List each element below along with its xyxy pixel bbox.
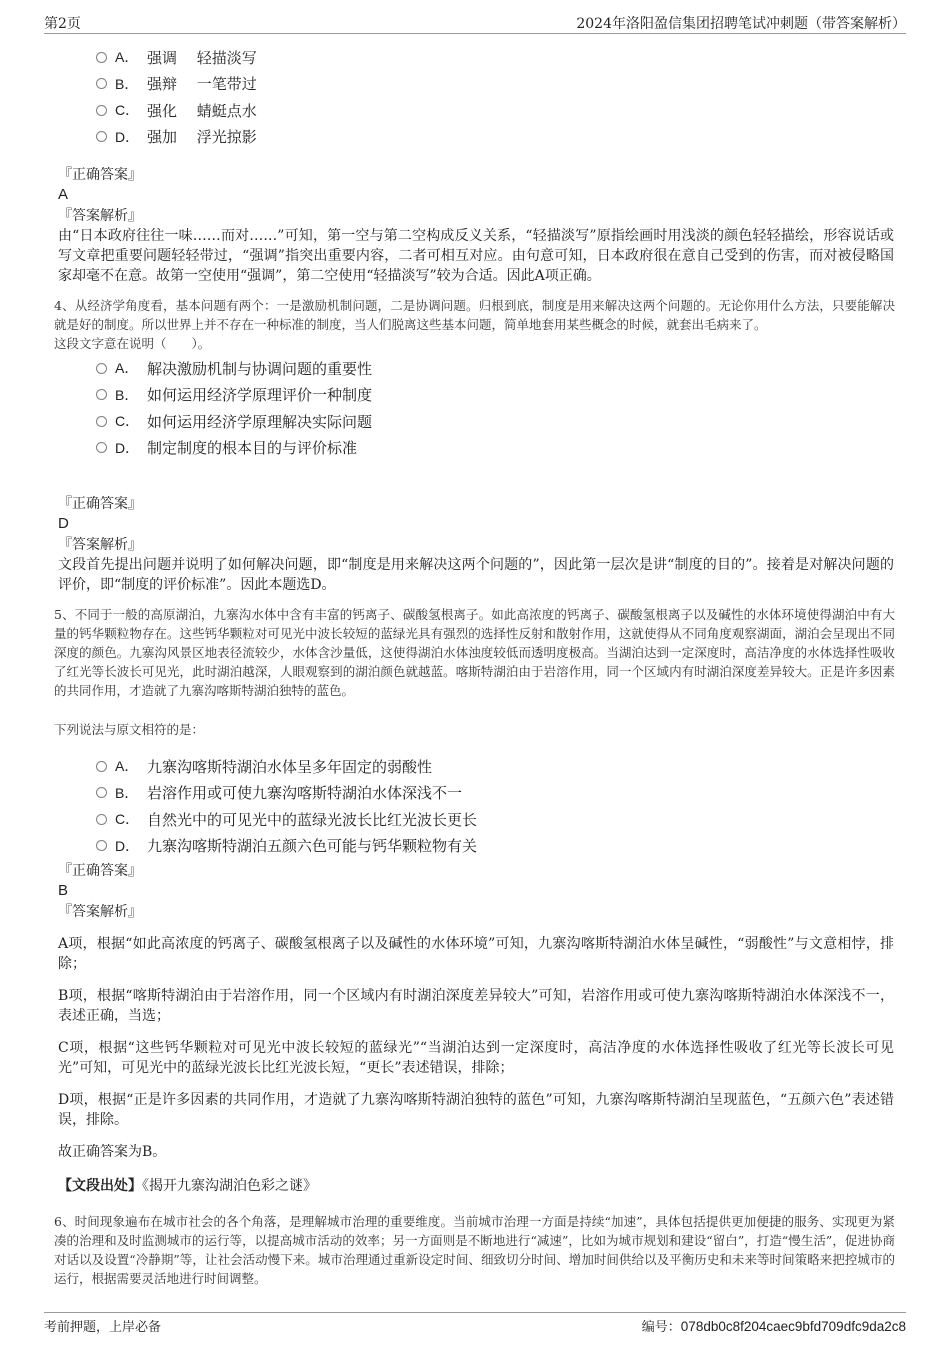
q4-prompt: 这段文字意在说明（ ）。: [54, 336, 211, 351]
radio-icon[interactable]: [96, 389, 107, 400]
q5-options: [96, 753, 477, 859]
answer-label: 『正确答案』: [58, 863, 142, 879]
q4-option-a[interactable]: A． 解决激励机制与协调问题的重要性: [96, 355, 372, 382]
analysis-label: 『答案解析』: [58, 208, 142, 224]
document-code: 编号：078db0c8f204caec9bfd709dfc9da2c8: [641, 1319, 906, 1335]
q5-prompt: 下列说法与原文相符的是：: [54, 722, 205, 737]
q6-stem: 6、时间现象遍布在城市社会的各个角落，是理解城市治理的重要维度。当前城市治理一方面是持续“加速”，具体包括提供更加便捷的服务、实现更为紧凑的治理和及时监测城市的运行等，以提高城市活动的效率；另一方面则是不断地进行“减速”，比如为城市规划和建设“留白”，打造“慢生活”，促进协商对话以及设置“冷静期”等，让社会活动慢下来。城市治理通过重新设定时间、细致切分时间、增加时间供给以及平衡历史和未来等时间策略来把控城市的运行，根据需要灵活地进行时间调整。: [54, 1214, 895, 1286]
q4-options: [96, 355, 372, 461]
radio-icon[interactable]: [96, 442, 107, 453]
q5-answer-section: [58, 861, 894, 922]
q3-option-c[interactable]: C． 强化 蜻蜓点水: [96, 97, 257, 124]
q3-option-b[interactable]: B． 强辩 一笔带过: [96, 71, 257, 98]
radio-icon[interactable]: [96, 814, 107, 825]
correct-answer: B: [58, 882, 69, 899]
q4-option-d[interactable]: D． 制定制度的根本目的与评价标准: [96, 435, 372, 462]
analysis-text: 文段首先提出问题并说明了如何解决问题，即“制度是用来解决这两个问题的”，因此第一层次是讲“制度的目的”。接着是对解决问题的评价，即“制度的评价标准”。因此本题选D。: [58, 557, 894, 593]
radio-icon[interactable]: [96, 131, 107, 142]
radio-icon[interactable]: [96, 761, 107, 772]
q5-option-b[interactable]: B． 岩溶作用或可使九寨沟喀斯特湖泊水体深浅不一: [96, 780, 477, 807]
page-footer: [44, 1312, 906, 1334]
q3-answer-section: [58, 165, 894, 286]
document-title: 2024年洛阳盈信集团招聘笔试冲刺题（带答案解析）: [576, 16, 906, 32]
answer-label: 『正确答案』: [58, 167, 142, 183]
source-title: 《揭开九寨沟湖泊色彩之谜》: [142, 1178, 317, 1194]
q5-analysis-d: D项，根据“正是许多因素的共同作用，才造就了九寨沟喀斯特湖泊独特的蓝色”可知，九寨沟喀斯特湖泊呈现蓝色，“五颜六色”表述错误，排除。: [58, 1092, 894, 1128]
q5-analysis-a: A项，根据“如此高浓度的钙离子、碳酸氢根离子以及碱性的水体环境”可知，九寨沟喀斯特湖泊水体呈碱性，“弱酸性”与文意相悖，排除；: [58, 936, 894, 972]
q5-analysis-b: B项，根据“喀斯特湖泊由于岩溶作用，同一个区域内有时湖泊深度差异较大”可知，岩溶作用或可使九寨沟喀斯特湖泊水体深浅不一，表述正确，当选；: [58, 988, 894, 1024]
radio-icon[interactable]: [96, 787, 107, 798]
footer-slogan: 考前押题，上岸必备: [44, 1320, 162, 1335]
analysis-text: 由“日本政府往往一味……而对……”可知，第一空与第二空构成反义关系，“轻描淡写”原指绘画时用浅淡的颜色轻轻描绘，形容说话或写文章把重要问题轻轻带过，“强调”指突出重要内容，二者可相互对应。由句意可知，日本政府很在意自己受到的伤害，而对被侵略国家却毫不在意。故第一空使用“强调”，第二空使用“轻描淡写”较为合适。因此A项正确。: [58, 228, 894, 284]
q3-option-d[interactable]: D． 强加 浮光掠影: [96, 124, 257, 151]
correct-answer: A: [58, 186, 69, 203]
page-header: [44, 12, 906, 34]
source-label: 【文段出处】: [58, 1178, 142, 1194]
q5-conclusion: 故正确答案为B。: [58, 1144, 167, 1160]
q5-analysis-c: C项，根据“这些钙华颗粒对可见光中波长较短的蓝绿光”“当湖泊达到一定深度时，高洁净度的水体选择性吸收了红光等长波长可见光”可知，可见光中的蓝绿光波长比红光波长短，“更长”表述错误，排除；: [58, 1040, 894, 1076]
q4-option-b[interactable]: B． 如何运用经济学原理评价一种制度: [96, 382, 372, 409]
q5-option-c[interactable]: C． 自然光中的可见光中的蓝绿光波长比红光波长更长: [96, 806, 477, 833]
answer-label: 『正确答案』: [58, 496, 142, 512]
q4-answer-section: [58, 494, 894, 595]
radio-icon[interactable]: [96, 840, 107, 851]
q4-option-c[interactable]: C． 如何运用经济学原理解决实际问题: [96, 408, 372, 435]
radio-icon[interactable]: [96, 363, 107, 374]
q5-option-a[interactable]: A． 九寨沟喀斯特湖泊水体呈多年固定的弱酸性: [96, 753, 477, 780]
analysis-label: 『答案解析』: [58, 537, 142, 553]
q5-stem: 5、不同于一般的高原湖泊，九寨沟水体中含有丰富的钙离子、碳酸氢根离子。如此高浓度的钙离子、碳酸氢根离子以及碱性的水体环境使得湖泊中有大量的钙华颗粒物存在。这些钙华颗粒对可见光中波长较短的蓝绿光具有强烈的选择性反射和散射作用，这就使得从不同角度观察湖面，湖泊会呈现出不同深度的颜色。九寨沟风景区地表径流较少，水体含沙量低，这使得湖泊水体浊度较低而透明度极高。当湖泊达到一定深度时，高洁净度的水体选择性吸收了红光等长波长可见光，此时湖泊越深，人眼观察到的湖泊颜色就越蓝。喀斯特湖泊由于岩溶作用，同一个区域内有时湖泊深度差异较大。正是许多因素的共同作用，才造就了九寨沟喀斯特湖泊独特的蓝色。: [54, 607, 895, 698]
q4-stem: 4、从经济学角度看，基本问题有两个：一是激励机制问题，二是协调问题。归根到底，制度是用来解决这两个问题的。无论你用什么方法，只要能解决就是好的制度。所以世界上并不存在一种标准的制度，当人们脱离这些基本问题，简单地套用某些概念的时候，就套出毛病来了。 这段文字意在说明（ ）。: [54, 298, 895, 351]
radio-icon[interactable]: [96, 416, 107, 427]
radio-icon[interactable]: [96, 78, 107, 89]
correct-answer: D: [58, 515, 69, 532]
page-number: 第2页: [44, 16, 81, 32]
q5-option-d[interactable]: D． 九寨沟喀斯特湖泊五颜六色可能与钙华颗粒物有关: [96, 833, 477, 860]
q5-source: [58, 1176, 894, 1196]
q3-option-a[interactable]: A． 强调 轻描淡写: [96, 44, 257, 71]
radio-icon[interactable]: [96, 52, 107, 63]
q3-options: [96, 44, 257, 150]
radio-icon[interactable]: [96, 105, 107, 116]
analysis-label: 『答案解析』: [58, 904, 142, 920]
